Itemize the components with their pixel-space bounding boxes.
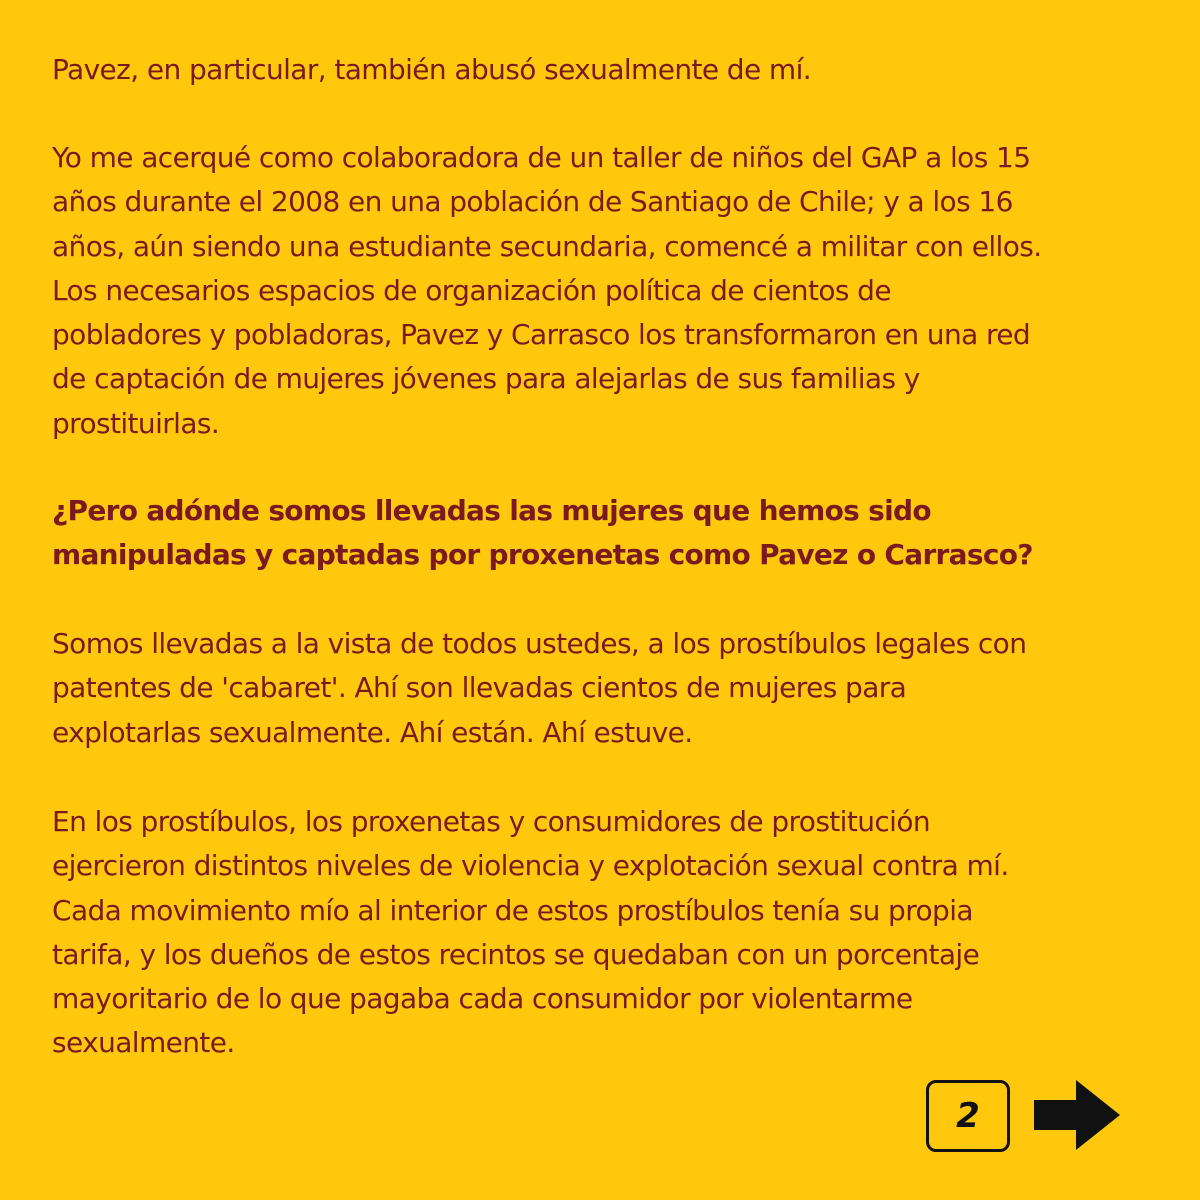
paragraph-question-heading: ¿Pero adónde somos llevadas las mujeres que hemos sido manipuladas y captadas por proxenetas como Pavez o Carrasco?: [52, 494, 1033, 572]
paragraph-brothels: Somos llevadas a la vista de todos ustedes, a los prostíbulos legales con patentes de 'cabaret'. Ahí son llevadas cientos de mujeres para explotarlas sexualmente. Ahí están. Ahí estuve.: [52, 627, 1027, 749]
paragraph-intro: Pavez, en particular, también abusó sexualmente de mí.: [52, 53, 812, 86]
page-number-badge: 2: [926, 1080, 1010, 1152]
right-arrow-icon[interactable]: [1032, 1078, 1122, 1152]
paragraph-background: Yo me acerqué como colaboradora de un taller de niños del GAP a los 15 años durante el 2008 en una población de Santiago de Chile; y a los 16 años, aún siendo una estudiante secundaria, comencé a militar con ellos. Los necesarios espacios de organización política de cientos de pobladores y pobladoras, Pavez y Carrasco los transformaron en una red de captación de mujeres jóvenes para alejarlas de sus familias y prostituirlas.: [52, 141, 1042, 440]
paragraph-exploitation: En los prostíbulos, los proxenetas y consumidores de prostitución ejercieron distintos niveles de violencia y explotación sexual contra mí. Cada movimiento mío al interior de estos prostíbulos tenía su propia tarifa, y los dueños de estos recintos se quedaban con un porcentaje mayoritario de lo que pagaba cada consumidor por violentarme sexualmente.: [52, 805, 1009, 1060]
